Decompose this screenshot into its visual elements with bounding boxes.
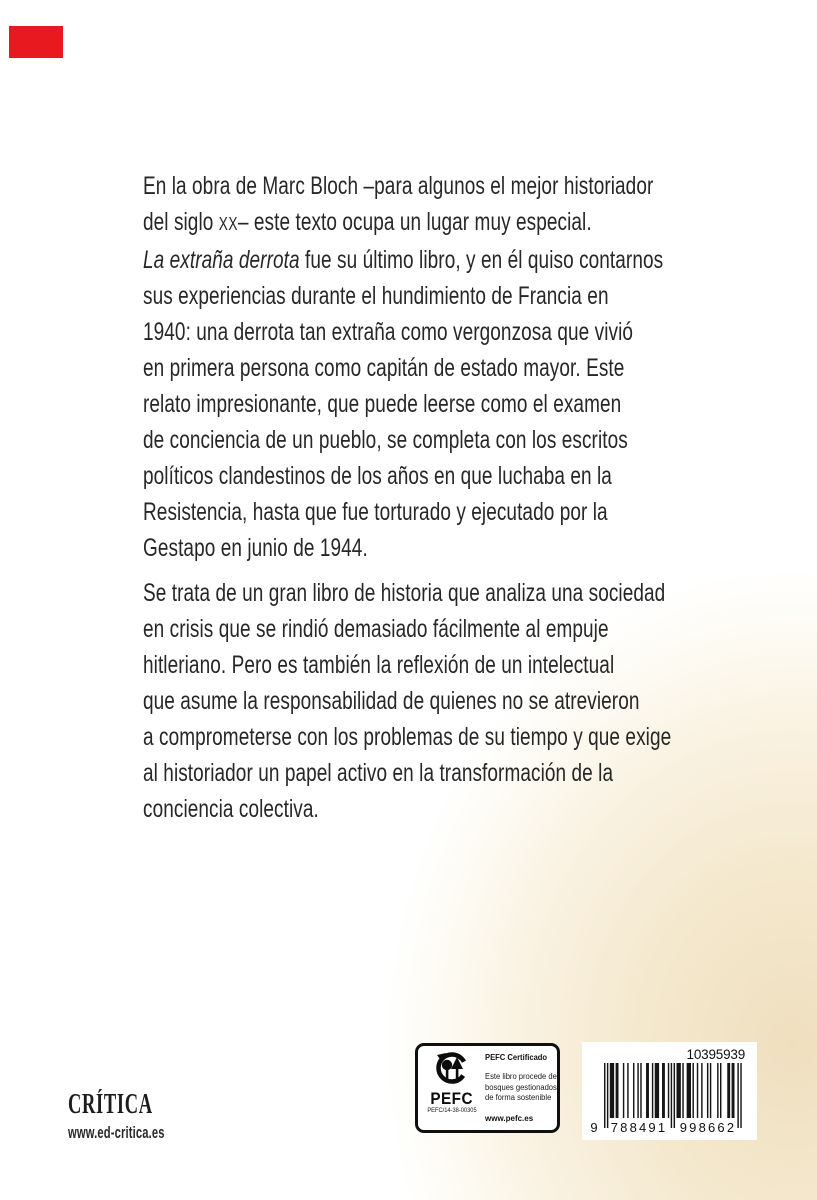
synopsis-line: 1940: una derrota tan extraña como vergonzosa que vivió — [143, 318, 634, 346]
ean13-barcode — [582, 1042, 757, 1140]
synopsis-text: – este texto ocupa un lugar muy especial. — [237, 208, 592, 236]
publisher-block — [68, 1091, 165, 1143]
synopsis-line: Se trata de un gran libro de historia que analiza una sociedad — [143, 579, 666, 607]
synopsis-line: conciencia colectiva. — [143, 795, 319, 823]
barcode-digit-group-left: 788491 — [610, 1120, 668, 1135]
pefc-title: PEFC Certificado — [485, 1053, 548, 1062]
pefc-description-line: Este libro procede de — [485, 1072, 557, 1082]
barcode-digit-group-right: 998662 — [679, 1120, 737, 1135]
pefc-description-line: de forma sostenible — [485, 1093, 552, 1103]
pefc-certification-box — [415, 1043, 560, 1133]
pefc-description — [485, 1072, 561, 1104]
synopsis-line: sus experiencias durante el hundimiento de Francia en — [143, 282, 609, 310]
pefc-text-column — [485, 1051, 561, 1126]
synopsis-line: de conciencia de un pueblo, se completa con los escritos — [143, 426, 628, 454]
pefc-description-line: bosques gestionados — [485, 1082, 557, 1092]
synopsis-line: En la obra de Marc Bloch –para algunos el mejor historiador — [143, 172, 654, 200]
synopsis-line: hitleriano. Pero es también la reflexión de un intelectual — [143, 651, 615, 679]
synopsis-line — [143, 204, 721, 242]
book-title-italic: La extraña derrota — [143, 246, 300, 274]
synopsis-line: políticos clandestinos de los años en que luchaba en la — [143, 462, 612, 490]
synopsis-line: en primera persona como capitán de estado mayor. Este — [143, 354, 625, 382]
publisher-url: www.ed-critica.es — [68, 1123, 165, 1142]
pefc-url: www.pefc.es — [485, 1114, 534, 1123]
corner-red-mark — [9, 26, 63, 58]
barcode-digit-lead: 9 — [590, 1120, 598, 1135]
publisher-logo: CRÍTICA — [68, 1089, 153, 1120]
barcode-box — [582, 1042, 757, 1140]
synopsis-text: fue su último libro, y en él quiso contarnos — [299, 246, 664, 274]
pefc-wordmark: PEFC — [430, 1089, 474, 1108]
synopsis-line: al historiador un papel activo en la transformación de la — [143, 759, 614, 787]
small-caps-century: XX — [218, 214, 238, 234]
pefc-logo-column — [424, 1051, 480, 1126]
synopsis-text: del siglo — [143, 208, 219, 236]
synopsis-line — [143, 242, 721, 278]
synopsis-paragraph-2 — [143, 575, 721, 827]
synopsis-line: en crisis que se rindió demasiado fácilmente al empuje — [143, 615, 609, 643]
barcode-sku-number: 10395939 — [686, 1047, 745, 1062]
synopsis-line: que asume la responsabilidad de quienes no se atrevieron — [143, 687, 640, 715]
pefc-cert-code: PEFC/14-38-00305 — [427, 1107, 477, 1114]
synopsis-paragraph-1 — [143, 168, 721, 566]
pefc-trees-logo-icon — [429, 1051, 475, 1091]
synopsis-line: Resistencia, hasta que fue torturado y ejecutado por la — [143, 498, 608, 526]
synopsis-line: Gestapo en junio de 1944. — [143, 534, 368, 562]
synopsis-line: a comprometerse con los problemas de su tiempo y que exige — [143, 723, 672, 751]
synopsis-line: relato impresionante, que puede leerse como el examen — [143, 390, 622, 418]
